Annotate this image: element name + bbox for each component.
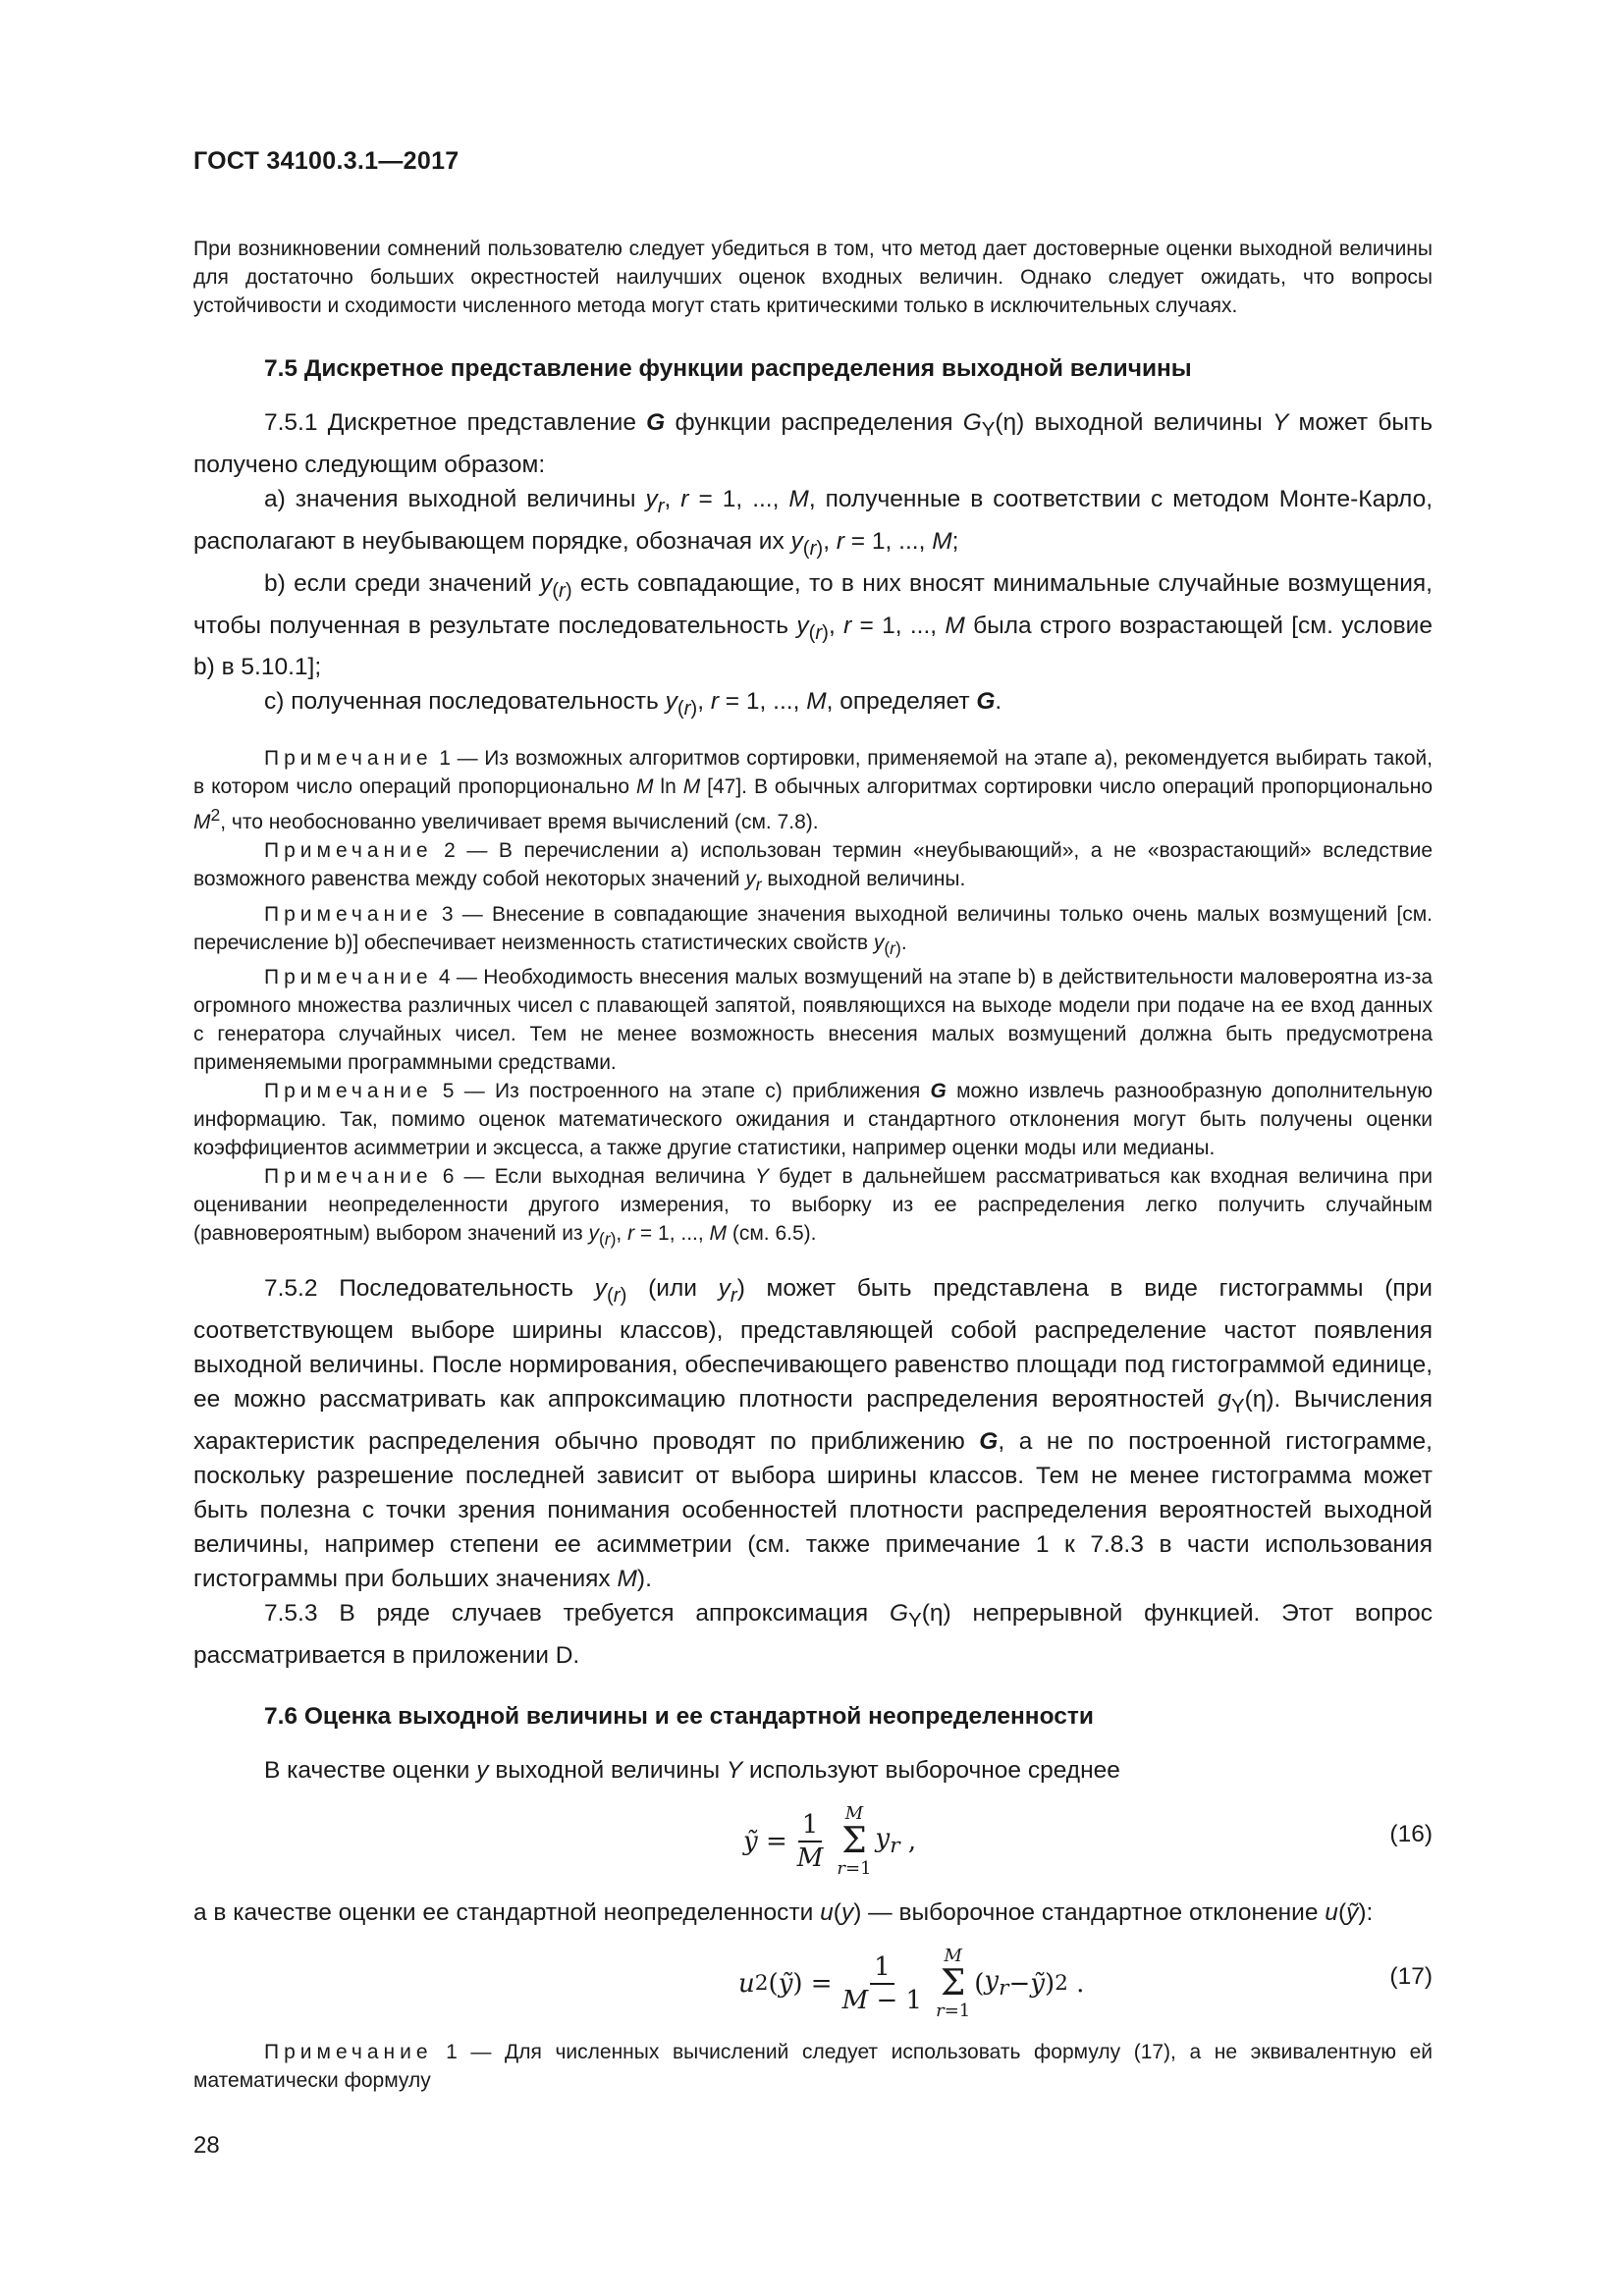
paragraph-7-6-intro: В качестве оценки y выходной величины Y используют выборочное среднее: [264, 1756, 1120, 1784]
fraction: $\frac{1}{M - 1}$: [841, 1951, 923, 2015]
document-page: [193, 147, 1433, 2095]
list-item-b: b) если среди значений $y_{(r)}$ есть совпадающие, то в них вносят минимальные случайные возмущения, чтобы полученная в результате последовательность $y_{(r)}$, r = 1, ..., M была строго возрастающей [см. условие b) в 5.10.1];: [193, 569, 1433, 681]
sum-symbol: M Σ r=1: [837, 1802, 872, 1879]
list-item-a: a) значения выходной величины $y_r$, r = 1, ..., M, полученные в соответствии с методом Монте-Карло, располагают в неубывающем порядке, обозначая их $y_{(r)}$, r = 1, ..., M;: [193, 485, 1433, 560]
paragraph-7-5-3: 7.5.3 В ряде случаев требуется аппроксимация $G_Y(\eta)$ непрерывной функцией. Этот вопрос рассматривается в приложении D.: [193, 1599, 1434, 1669]
paragraph-7-5-2: 7.5.2 Последовательность $y_{(r)}$ (или $y_r$) может быть представлена в виде гистограммы (при соответствующем выборе ширины классов), представляющей собой распределение частот появления выходной величины. После нормирования, обеспечивающего равенство площади под гистограммой единице, ее можно рассматривать как аппроксимацию плотности распределения вероятностей $g_Y(\eta)$. Вычисления характеристик распределения обычно проводят по приближению G, а не по построенной гистограмме, поскольку разрешение последней зависит от выбора ширины классов. Тем не менее гистограмма может быть полезна с точки зрения понимания особенностей плотности распределения вероятностей выходной величины, например степени ее асимметрии (см. также примечание 1 к 7.8.3 в части использования гистограммы при больших значениях M).: [193, 1274, 1433, 1592]
sum-symbol: M Σ r=1: [936, 1945, 971, 2021]
equation-16-expression: ỹ = $\frac{1}{M}$ M Σ r=1 $y_r$ ,: [743, 1802, 917, 1879]
note-6: Примечание 6 — Если выходная величина Y будет в дальнейшем рассматриваться как входная величина при оценивании неопределенности другого измерения, то выборку из ее распределения легко получить случайным (равновероятным) выбором значений из $y_{(r)}$, r = 1, ..., M (см. 6.5).: [193, 1164, 1434, 1249]
note-4: Примечание 4 — Необходимость внесения малых возмущений на этапе b) в действительности маловероятна из-за огромного множества различных чисел с плавающей запятой, появляющихся на выходе модели при подаче на ее вход данных с генератора случайных чисел. Тем не менее возможность внесения малых возмущений должна быть предусмотрена применяемыми программными средствами.: [193, 965, 1433, 1074]
note-1: Примечание 1 — Из возможных алгоритмов сортировки, применяемой на этапе a), рекомендуется выбирать такой, в котором число операций пропорционально M ln M [47]. В обычных алгоритмах сортировки число операций пропорционально $M^2$, что необоснованно увеличивает время вычислений (см. 7.8).: [193, 747, 1434, 834]
equation-17-expression: u 2 ( ỹ ) = $\frac{1}{M - 1}$ M Σ r=1 ( $y_r$ − ỹ ) 2 .: [738, 1945, 1085, 2021]
equation-17-number: (17): [1389, 1962, 1433, 1990]
section-7-6-title: 7.6 Оценка выходной величины и ее стандартной неопределенности: [264, 1702, 1094, 1730]
equation-16: [193, 1788, 1433, 1896]
equation-16-number: (16): [1389, 1820, 1433, 1847]
list-item-c: c) полученная последовательность $y_{(r)}$, r = 1, ..., M, определяет G.: [264, 688, 1002, 721]
document-header: ГОСТ 34100.3.1—2017: [193, 147, 460, 175]
page-number: 28: [193, 2132, 220, 2159]
note-2: Примечание 2 — В перечислении a) использован термин «неубывающий», а не «возрастающий» вследствие возможного равенства между собой некоторых значений $y_r$ выходной величины.: [193, 839, 1434, 895]
equation-17: [193, 1930, 1433, 2038]
note-7-6-1: Примечание 1 — Для численных вычислений следует использовать формулу (17), а не эквивалентную ей математически формулу: [193, 2040, 1434, 2092]
fraction: $\frac{1}{M}$: [796, 1809, 824, 1873]
paragraph-7-6-stddev: а в качестве оценки ее стандартной неопределенности u(y) — выборочное стандартное отклонение u(ỹ):: [193, 1898, 1374, 1926]
note-3: Примечание 3 — Внесение в совпадающие значения выходной величины только очень малых возмущений [см. перечисление b)] обеспечивает неизменность статистических свойств $y_{(r)}$.: [193, 902, 1433, 958]
section-7-5-title: 7.5 Дискретное представление функции распределения выходной величины: [264, 355, 1192, 382]
intro-paragraph: При возникновении сомнений пользователю следует убедиться в том, что метод дает достоверные оценки выходной величины для достаточно больших окрестностей наилучших оценок входных величин. Однако следует ожидать, что вопросы устойчивости и сходимости численного метода могут стать критическими только в исключительных случаях.: [193, 238, 1433, 317]
paragraph-7-5-1: 7.5.1 Дискретное представление G функции распределения $G_Y(\eta)$ выходной величины Y может быть получено следующим образом:: [193, 409, 1434, 478]
note-5: Примечание 5 — Из построенного на этапе c) приближения G можно извлечь разнообразную дополнительную информацию. Так, помимо оценок математического ожидания и стандартного отклонения могут быть получены оценки коэффициентов асимметрии и эксцесса, а также другие статистики, например оценки моды или медианы.: [193, 1079, 1433, 1159]
